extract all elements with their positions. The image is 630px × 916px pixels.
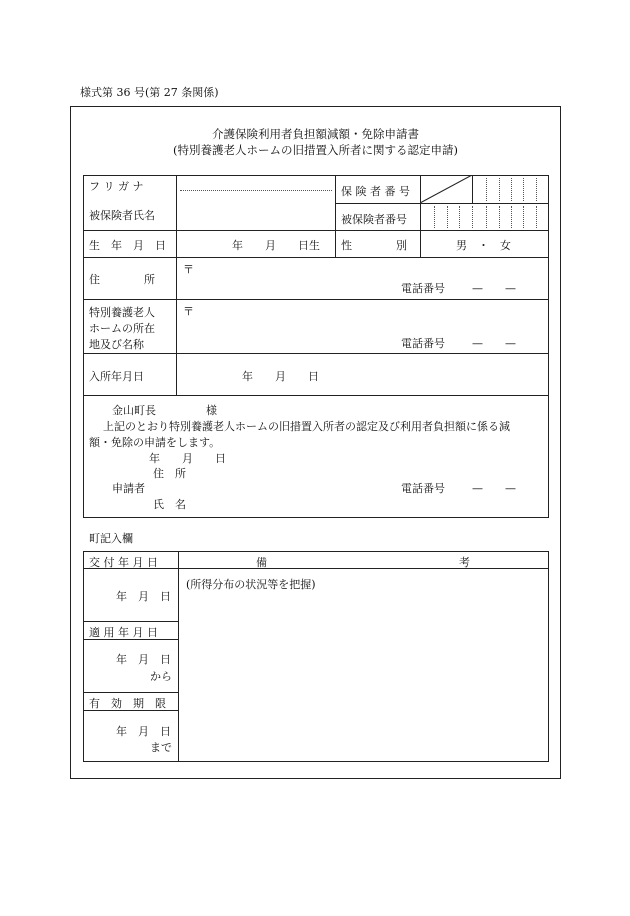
label-apply-date: 適 用 年 月 日 [89,626,158,639]
facility-phone-label: 電話番号 [401,337,445,350]
label-sex: 性 別 [341,239,407,252]
issue-date-value: 年 月 日 [116,590,171,603]
postal-mark: 〒 [183,263,194,276]
address-phone-label: 電話番号 [401,282,445,295]
notes-text: (所得分布の状況等を把握) [186,578,316,591]
addressee: 金山町長 [112,404,156,417]
applicant-label: 申請者 [112,482,145,495]
label-facility-line3: 地及び名称 [89,338,144,351]
label-admission-date: 入所年月日 [89,370,144,383]
validity-until: まで [150,741,172,754]
label-facility-line2: ホームの所在 [89,322,155,335]
honorific: 様 [206,404,217,417]
label-validity: 有 効 期 限 [89,697,166,710]
label-insurer-number: 保 険 者 番 号 [341,185,410,198]
applicant-name-label: 氏 名 [153,498,186,511]
diagonal-slash-mark [420,175,473,204]
apply-from: から [150,670,172,683]
label-issue-date: 交 付 年 月 日 [89,556,158,569]
label-insured-number: 被保険者番号 [341,213,407,226]
label-birth-date: 生 年 月 日 [89,239,166,252]
facility-phone-dashes: — — [472,337,516,350]
town-section-heading: 町記入欄 [89,532,133,545]
label-notes-2: 考 [459,556,470,569]
label-notes: 備 [256,556,267,569]
label-facility-line1: 特別養護老人 [89,306,155,319]
label-insured-name: 被保険者氏名 [89,209,155,222]
application-address-label: 住 所 [153,467,186,480]
applicant-phone-label: 電話番号 [401,482,445,495]
admission-date-value: 年 月 日 [242,370,319,383]
applicant-phone-dashes: — — [472,482,516,495]
application-body-line2: 額・免除の申請をします。 [89,436,221,449]
address-phone-dashes: — — [472,282,516,295]
application-date: 年 月 日 [149,452,226,465]
application-body-line1: 上記のとおり特別養護老人ホームの旧措置入所者の認定及び利用者負担額に係る減 [103,420,510,433]
form-subtitle: (特別養護老人ホームの旧措置入所者に関する認定申請) [173,143,458,157]
label-furigana: フ リ ガ ナ [89,180,144,193]
form-number: 様式第 36 号(第 27 条関係) [80,86,219,99]
label-address: 住 所 [89,273,155,286]
validity-value: 年 月 日 [116,725,171,738]
birth-date-value: 年 月 日生 [232,239,320,252]
facility-postal-mark: 〒 [183,305,194,318]
sex-options: 男 ・ 女 [456,239,511,252]
apply-date-value: 年 月 日 [116,653,171,666]
form-title: 介護保険利用者負担額減額・免除申請書 [212,127,419,141]
